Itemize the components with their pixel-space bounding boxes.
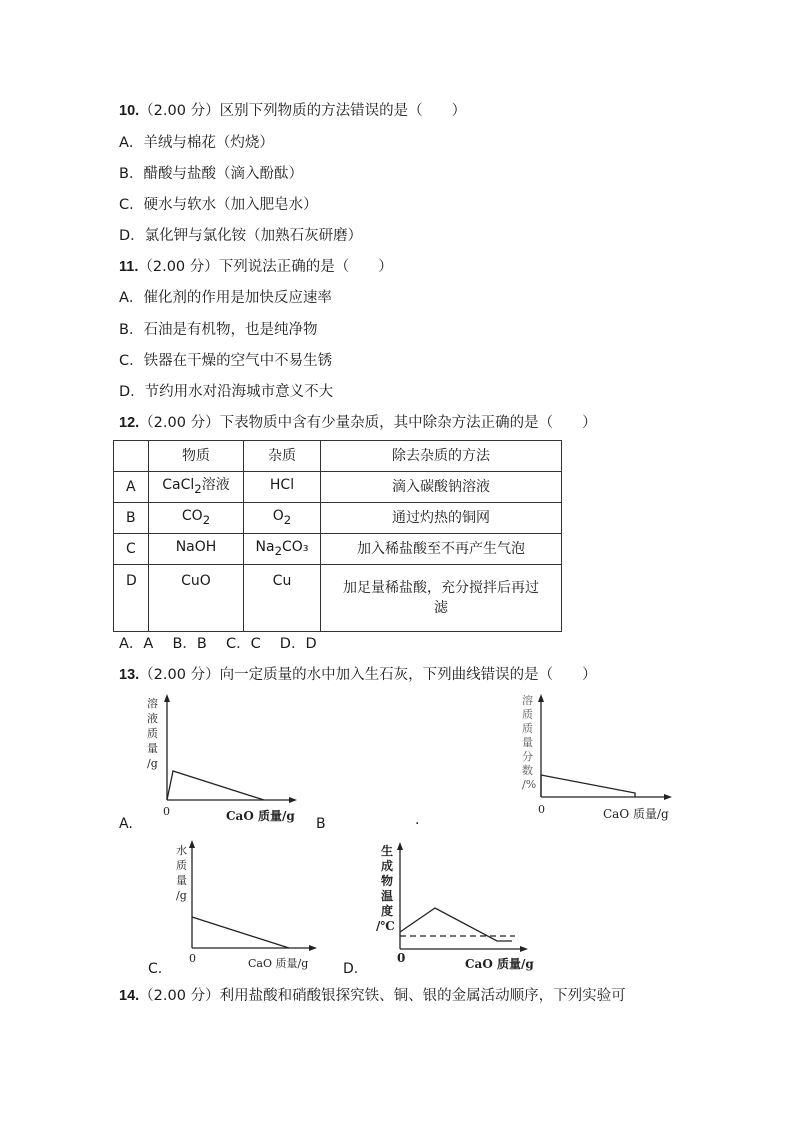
svg-text:量: 量 <box>176 874 187 887</box>
svg-text:量: 量 <box>522 736 533 749</box>
svg-text:分: 分 <box>522 750 533 763</box>
graph-d-ylabel <box>376 843 395 933</box>
graph-a-xlabel: CaO 质量/g <box>226 809 295 823</box>
graph-c-curve <box>192 917 289 948</box>
graph-a-origin: 0 <box>163 805 170 818</box>
svg-text:溶: 溶 <box>147 697 158 710</box>
graph-a <box>140 692 300 827</box>
table-header-cell <box>114 441 149 472</box>
q10-option-a: A．羊绒与棉花（灼烧） <box>119 135 274 151</box>
question-13-stem: 13.（2.00 分）向一定质量的水中加入生石灰，下列曲线错误的是（ ） <box>119 667 597 683</box>
substance-cell: NaOH <box>149 534 244 565</box>
question-12-stem: 12.（2.00 分）下表物质中含有少量杂质，其中除杂方法正确的是（ ） <box>119 415 597 431</box>
svg-text:数: 数 <box>522 764 533 777</box>
graph-d-xlabel: CaO 质量/g <box>465 957 534 971</box>
substance-cell: CaCl$_2$溶液 <box>149 472 244 503</box>
svg-text:质: 质 <box>176 859 187 872</box>
impurity-cell: $Na_2CO_3$ <box>244 534 321 565</box>
graph-c-ylabel <box>176 843 187 902</box>
table-row <box>114 534 562 565</box>
table-row <box>114 565 562 632</box>
row-label: B <box>114 503 149 534</box>
graph-a-curve <box>167 771 264 800</box>
svg-text:溶: 溶 <box>522 694 533 707</box>
q11-option-c: C．铁器在干燥的空气中不易生锈 <box>119 353 333 369</box>
method-cell: 加入稀盐酸至不再产生气泡 <box>321 534 562 565</box>
impurity-table <box>113 440 562 632</box>
graph-b-ylabel <box>522 693 536 791</box>
svg-text:质: 质 <box>522 708 533 721</box>
graph-d-label: D. <box>343 961 359 977</box>
table-header-cell: 除去杂质的方法 <box>321 441 562 472</box>
table-header-cell: 杂质 <box>244 441 321 472</box>
row-label: A <box>114 472 149 503</box>
impurity-cell: Cu <box>244 565 321 632</box>
method-cell: 通过灼热的铜网 <box>321 503 562 534</box>
impurity-cell: $O_2$ <box>244 503 321 534</box>
graph-c-label: C. <box>148 961 163 977</box>
table-header-cell: 物质 <box>149 441 244 472</box>
graph-b-xlabel: CaO 质量/g <box>603 807 669 821</box>
graph-b-x-arrow <box>664 794 672 800</box>
graph-a-y-arrow <box>164 694 170 702</box>
q11-option-b: B．石油是有机物，也是纯净物 <box>119 322 318 338</box>
table-header-row <box>114 441 562 472</box>
substance-cell: $CO_2$ <box>149 503 244 534</box>
svg-text:物: 物 <box>381 874 394 888</box>
svg-text:度: 度 <box>381 904 394 918</box>
q12-answer-options: A．A B．B C．C D．D <box>119 636 317 652</box>
graph-a-x-arrow <box>289 797 297 803</box>
graph-c-xlabel: CaO 质量/g <box>248 957 309 970</box>
svg-text:/℃: /℃ <box>376 919 395 933</box>
svg-text:液: 液 <box>147 712 158 725</box>
method-cell: 加足量稀盐酸，充分搅拌后再过 滤 <box>321 565 562 632</box>
q11-option-d: D．节约用水对沿海城市意义不大 <box>119 384 334 400</box>
graph-c-y-arrow <box>189 840 195 848</box>
graph-b-curve <box>541 775 635 797</box>
svg-text:生: 生 <box>381 844 394 858</box>
question-14-stem: 14.（2.00 分）利用盐酸和硝酸银探究铁、铜、银的金属活动顺序，下列实验可 <box>119 988 626 1004</box>
svg-text:成: 成 <box>381 859 394 873</box>
svg-text:质: 质 <box>147 727 158 740</box>
row-label: D <box>114 565 149 632</box>
graph-a-label: A. <box>119 816 133 832</box>
graph-c-origin: 0 <box>189 952 196 965</box>
graph-b-label: B <box>316 816 326 832</box>
svg-text:/%: /% <box>522 778 537 791</box>
svg-text:量: 量 <box>147 742 158 755</box>
question-11-stem: 11.（2.00 分）下列说法正确的是（ ） <box>119 259 393 275</box>
svg-text:温: 温 <box>381 889 394 903</box>
graph-d-x-arrow <box>520 946 528 952</box>
q11-option-a: A．催化剂的作用是加快反应速率 <box>119 290 332 306</box>
row-label: C <box>114 534 149 565</box>
graph-d <box>375 838 540 972</box>
q10-option-b: B．醋酸与盐酸（滴入酚酞） <box>119 166 303 182</box>
table-row <box>114 472 562 503</box>
graph-b-y-arrow <box>538 694 544 702</box>
graph-a-ylabel <box>147 696 158 770</box>
q10-option-d: D．氯化钾与氯化铵（加熟石灰研磨） <box>119 228 363 244</box>
graph-c <box>170 838 330 972</box>
graph-b-dot: . <box>415 812 420 828</box>
question-10-stem: 10.（2.00 分）区别下列物质的方法错误的是（ ） <box>119 103 467 119</box>
table-row <box>114 503 562 534</box>
graph-d-y-arrow <box>397 842 403 850</box>
graph-b <box>512 692 677 824</box>
svg-text:/g: /g <box>147 757 158 770</box>
svg-text:水: 水 <box>176 844 187 857</box>
method-cell: 滴入碳酸钠溶液 <box>321 472 562 503</box>
svg-text:质: 质 <box>522 722 533 735</box>
graph-c-x-arrow <box>309 945 317 951</box>
graph-b-origin: 0 <box>538 803 545 816</box>
q10-option-c: C．硬水与软水（加入肥皂水） <box>119 197 318 213</box>
substance-cell: CuO <box>149 565 244 632</box>
graph-d-origin: 0 <box>397 951 406 965</box>
svg-text:/g: /g <box>176 889 187 902</box>
impurity-cell: HCl <box>244 472 321 503</box>
